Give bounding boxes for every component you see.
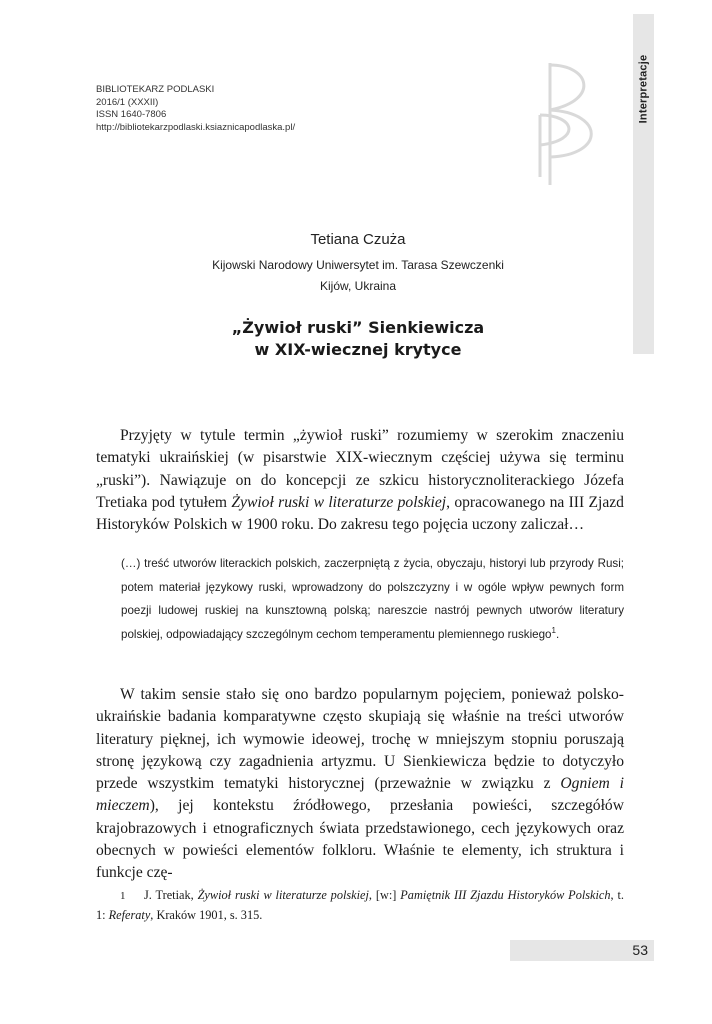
journal-logo: [520, 55, 630, 190]
journal-issue: 2016/1 (XXXII): [96, 96, 159, 108]
page-number: 53: [632, 942, 648, 958]
block-quote: (…) treść utworów literackich polskich, zaczerpniętą z życia, obyczaju, historyi lub przyrody Rusi; potem materiał językowy ruski, wprowadzony do polszczyzny i w ogóle wpływ pewnych form poezji ludowej ruskiej na kunsztowną polską; nareszcie nastrój pewnych utworów literatury polskiej, odpowiadający szczególnym cechom temperamentu plemiennego ruskiego$^1$.: [121, 557, 624, 641]
footnote: 1 J. Tretiak, Żywioł ruski w literaturze polskiej, [w:] Pamiętnik III Zjazdu Historyków Polskich, t. 1: Referaty, Kraków 1901, s. 315.: [96, 888, 624, 922]
author-city: Kijów, Ukraina: [319, 279, 397, 293]
page-number-bar: [510, 940, 654, 961]
author-name: Tetiana Czuża: [310, 231, 406, 248]
paragraph-1: Przyjęty w tytule termin „żywioł ruski” rozumiemy w szerokim znaczeniu tematyki ukraińskiej (w pisarstwie XIX-wiecznym częściej używa się terminu „ruski”). Nawiązuje on do koncepcji ze szkicu historycznoliterackiego Józefa Tretiaka pod tytułem Żywioł ruski w literaturze polskiej, opracowanego na III Zjazd Historyków Polskich w 1900 roku. Do zakresu tego pojęcia uczony zaliczał…: [96, 427, 624, 534]
footnote-ref[interactable]: 1: [551, 625, 556, 635]
section-label: Interpretacje: [637, 54, 650, 124]
author-affiliation: Kijowski Narodowy Uniwersytet im. Tarasa Szewczenki: [212, 258, 504, 272]
journal-url[interactable]: http://bibliotekarzpodlaski.ksiaznicapodlaska.pl/: [96, 121, 296, 133]
footnote-number: 1: [120, 890, 126, 902]
journal-header: [96, 84, 295, 134]
title-line-1: „Żywioł ruski” Sienkiewicza: [231, 318, 485, 337]
journal-issn: ISSN 1640-7806: [96, 109, 167, 120]
title-line-2: w XIX-wiecznej krytyce: [254, 340, 462, 359]
article-title: [96, 317, 620, 361]
paragraph-2: W takim sensie stało się ono bardzo popularnym pojęciem, ponieważ polsko-ukraińskie badania komparatywne często skupiają się właśnie na treści utworów literatury pięknej, ich wymowie ideowej, trochę w mniejszym stopniu poruszają stronę językową czy zagadnienia artyzmu. U Sienkiewicza będzie to dotyczyło przede wszystkim tematyki historycznej (przeważnie w związku z Ogniem i mieczem), jej kontekstu źródłowego, przesłania powieści, szczegółów krajobrazowych i etnograficznych świata przedstawionego, cech językowych oraz obecnych w powieści elementów folkloru. Właśnie te elementy, ich struktura i funkcje czę-: [96, 686, 624, 882]
section-sidebar: [633, 14, 654, 354]
journal-name: BIBLIOTEKARZ PODLASKI: [96, 84, 215, 95]
